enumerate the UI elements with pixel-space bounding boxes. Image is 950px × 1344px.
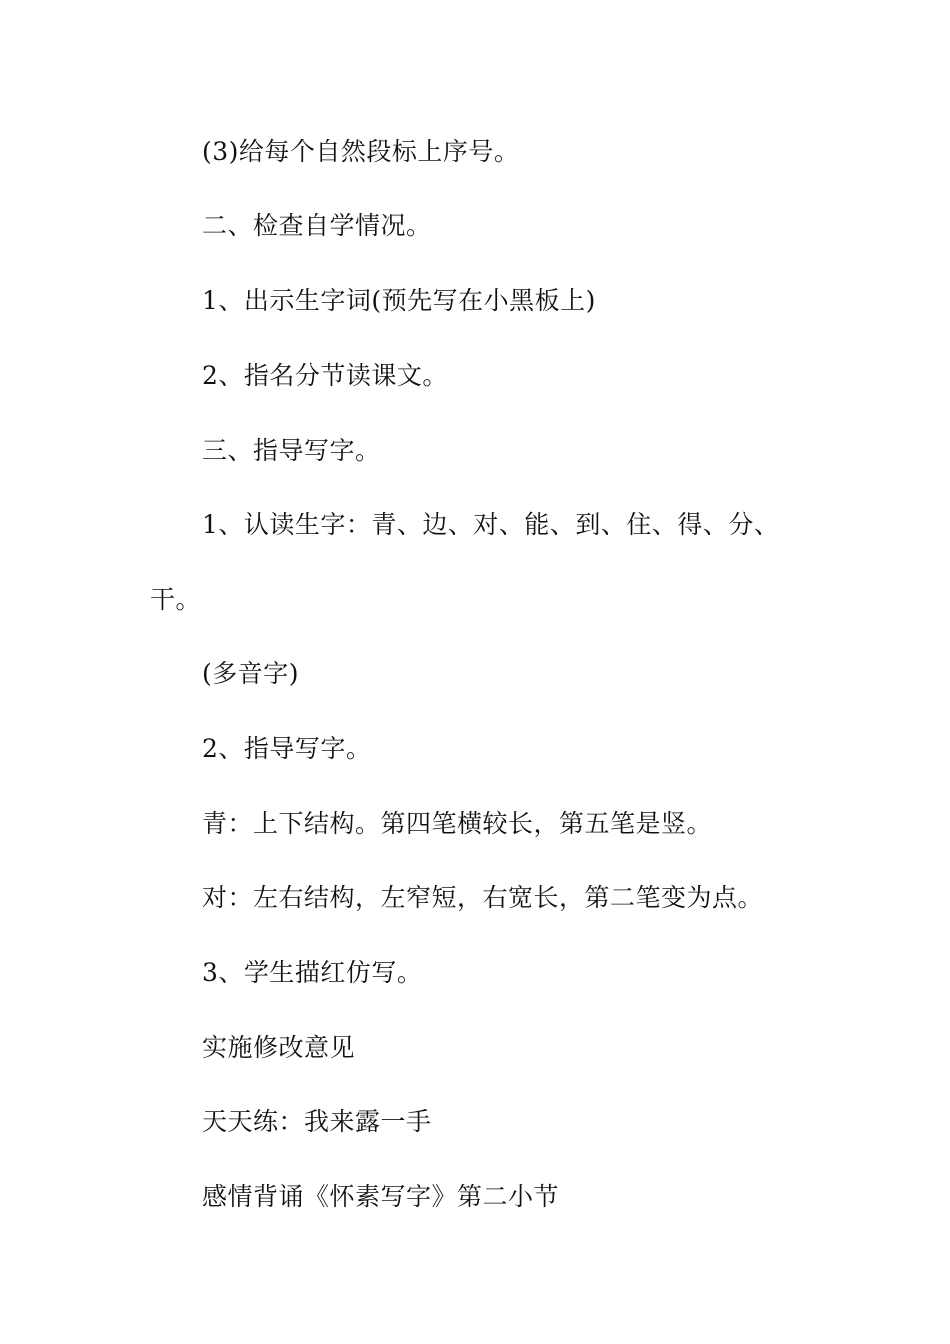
paragraph-step-3: (3)给每个自然段标上序号。 bbox=[202, 137, 520, 166]
section-heading-3: 三、指导写字。 bbox=[202, 436, 381, 465]
section-heading-2: 二、检查自学情况。 bbox=[202, 211, 432, 240]
paragraph-item-1: 1、出示生字词(预先写在小黑板上) bbox=[202, 286, 596, 315]
paragraph-daily-practice: 天天练：我来露一手 bbox=[202, 1107, 432, 1136]
paragraph-characters: 1、认读生字：青、边、对、能、到、住、得、分、 bbox=[202, 510, 780, 539]
paragraph-dui-structure: 对：左右结构，左窄短，右宽长，第二笔变为点。 bbox=[202, 883, 764, 912]
paragraph-recitation: 感情背诵《怀素写字》第二小节 bbox=[202, 1182, 560, 1211]
paragraph-tracing: 3、学生描红仿写。 bbox=[202, 958, 423, 987]
paragraph-writing-guide: 2、指导写字。 bbox=[202, 734, 372, 763]
paragraph-revision-notes: 实施修改意见 bbox=[202, 1033, 356, 1062]
paragraph-characters-continued: 干。 bbox=[150, 585, 202, 614]
paragraph-qing-structure: 青：上下结构。第四笔横较长，第五笔是竖。 bbox=[202, 809, 713, 838]
paragraph-item-2: 2、指名分节读课文。 bbox=[202, 361, 448, 390]
paragraph-polyphone-note: (多音字) bbox=[202, 659, 300, 688]
